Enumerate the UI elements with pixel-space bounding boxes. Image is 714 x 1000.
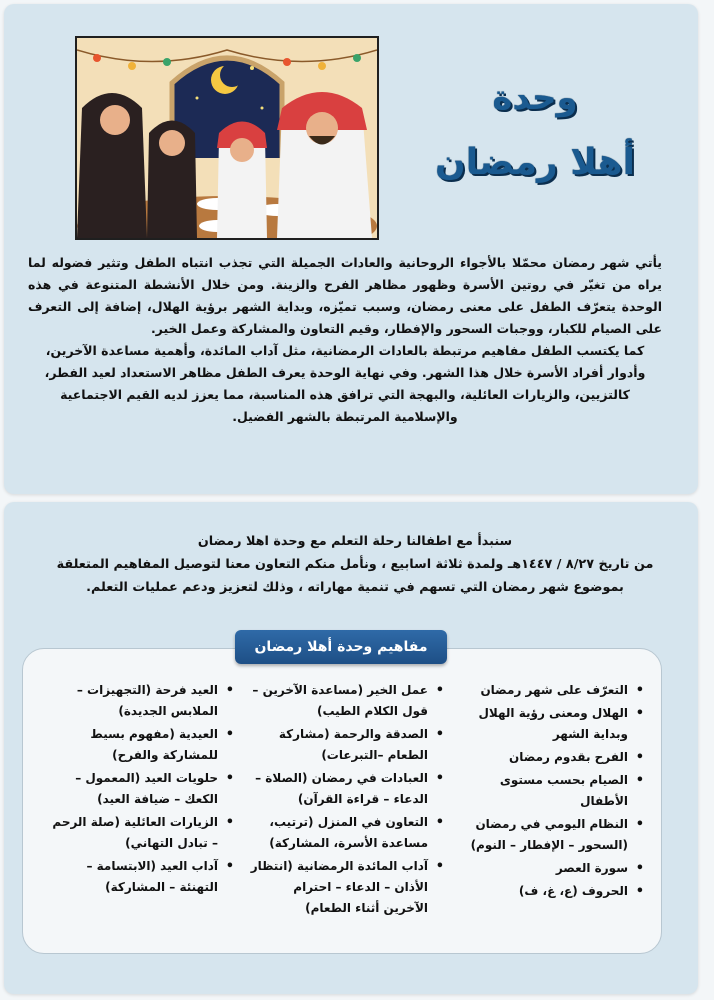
plan-line: من تاريخ ٨/٢٧ / ١٤٤٧هـ ولمدة ثلاثة اسابيع ، ونأمل منكم التعاون معنا لتوصيل المفاهيم المتعلقة [56, 557, 654, 572]
concept-item: • العبادات في رمضان (الصلاة – الدعاء – قراءة القرآن) [248, 768, 446, 810]
concept-item: • آداب المائدة الرمضانية (انتظار الأذان – الدعاء – احترام الآخرين أثناء الطعام) [248, 856, 446, 919]
concepts-column-1 [456, 680, 646, 904]
plan-text [40, 530, 670, 599]
concept-item: • الحروف (ع، غ، ف) [456, 881, 646, 902]
concepts-column-2 [248, 680, 446, 921]
concept-item: • الزيارات العائلية (صلة الرحم – تبادل التهاني) [46, 812, 236, 854]
concept-item: • التعرّف على شهر رمضان [456, 680, 646, 701]
concept-item: • الصيام بحسب مستوى الأطفال [456, 770, 646, 812]
concept-item: • آداب العيد (الابتسامة – التهنئة – المشاركة) [46, 856, 236, 898]
concept-item: • حلويات العيد (المعمول – الكعك – ضيافة العيد) [46, 768, 236, 810]
ramadan-family-illustration [75, 36, 379, 240]
concept-item: • الفرح بقدوم رمضان [456, 747, 646, 768]
intro-paragraph: كما يكتسب الطفل مفاهيم مرتبطة بالعادات الرمضانية، مثل آداب المائدة، وأهمية مساعدة الآخرين، وأدوار أفراد الأسرة خلال هذا الشهر. وفي نهاية الوحدة يعرف الطفل مظاهر الاستعداد لعيد الفطر، كالتزيين، والزيارات العائلية، والبهجة التي ترافق هذه المناسبة، مما يعزز لديه القيم الاجتماعية والإسلامية المرتبطة بالشهر الفضيل. [44, 343, 646, 424]
plan-line: سنبدأ مع اطفالنا رحلة التعلم مع وحدة اهلا رمضان [197, 534, 513, 549]
unit-title-line2: أهلا رمضان [435, 142, 635, 183]
concept-item: • الهلال ومعنى رؤية الهلال وبداية الشهر [456, 703, 646, 745]
concepts-title-badge: مفاهيم وحدة أهلا رمضان [235, 630, 447, 664]
concept-item: • التعاون في المنزل (ترتيب، مساعدة الأسرة، المشاركة) [248, 812, 446, 854]
intro-text [28, 252, 662, 428]
plan-line: بموضوع شهر رمضان التي تسهم في تنمية مهاراته ، وذلك لتعزيز ودعم عمليات التعلم. [86, 580, 624, 595]
family-icon [77, 38, 377, 238]
concept-item: • سورة العصر [456, 858, 646, 879]
concept-item: • العيدية (مفهوم بسيط للمشاركة والفرح) [46, 724, 236, 766]
concept-item: • عمل الخير (مساعدة الآخرين – قول الكلام الطيب) [248, 680, 446, 722]
concept-item: • العيد فرحة (التجهيزات – الملابس الجديدة) [46, 680, 236, 722]
unit-title-line1: وحدة [492, 78, 578, 118]
concepts-column-3 [46, 680, 236, 900]
intro-paragraph: يأتي شهر رمضان محمّلا بالأجواء الروحانية والعادات الجميلة التي تجذب انتباه الطفل وتثير فضوله لما يراه من تغيّر في روتين الأسرة وظهور مظاهر الفرح والزينة. ومن خلال الأنشطة المتنوعة في هذه الوحدة يتعرّف الطفل على معنى رمضان، وسبب تميّزه، وبداية الشهر برؤية الهلال، إضافة إلى التعرف على الصيام للكبار، ووجبات السحور والإفطار، وقيم التعاون والمشاركة وعمل الخير. [28, 255, 662, 336]
concept-item: • النظام اليومي في رمضان (السحور – الإفطار – النوم) [456, 814, 646, 856]
concept-item: • الصدقة والرحمة (مشاركة الطعام –التبرعات) [248, 724, 446, 766]
